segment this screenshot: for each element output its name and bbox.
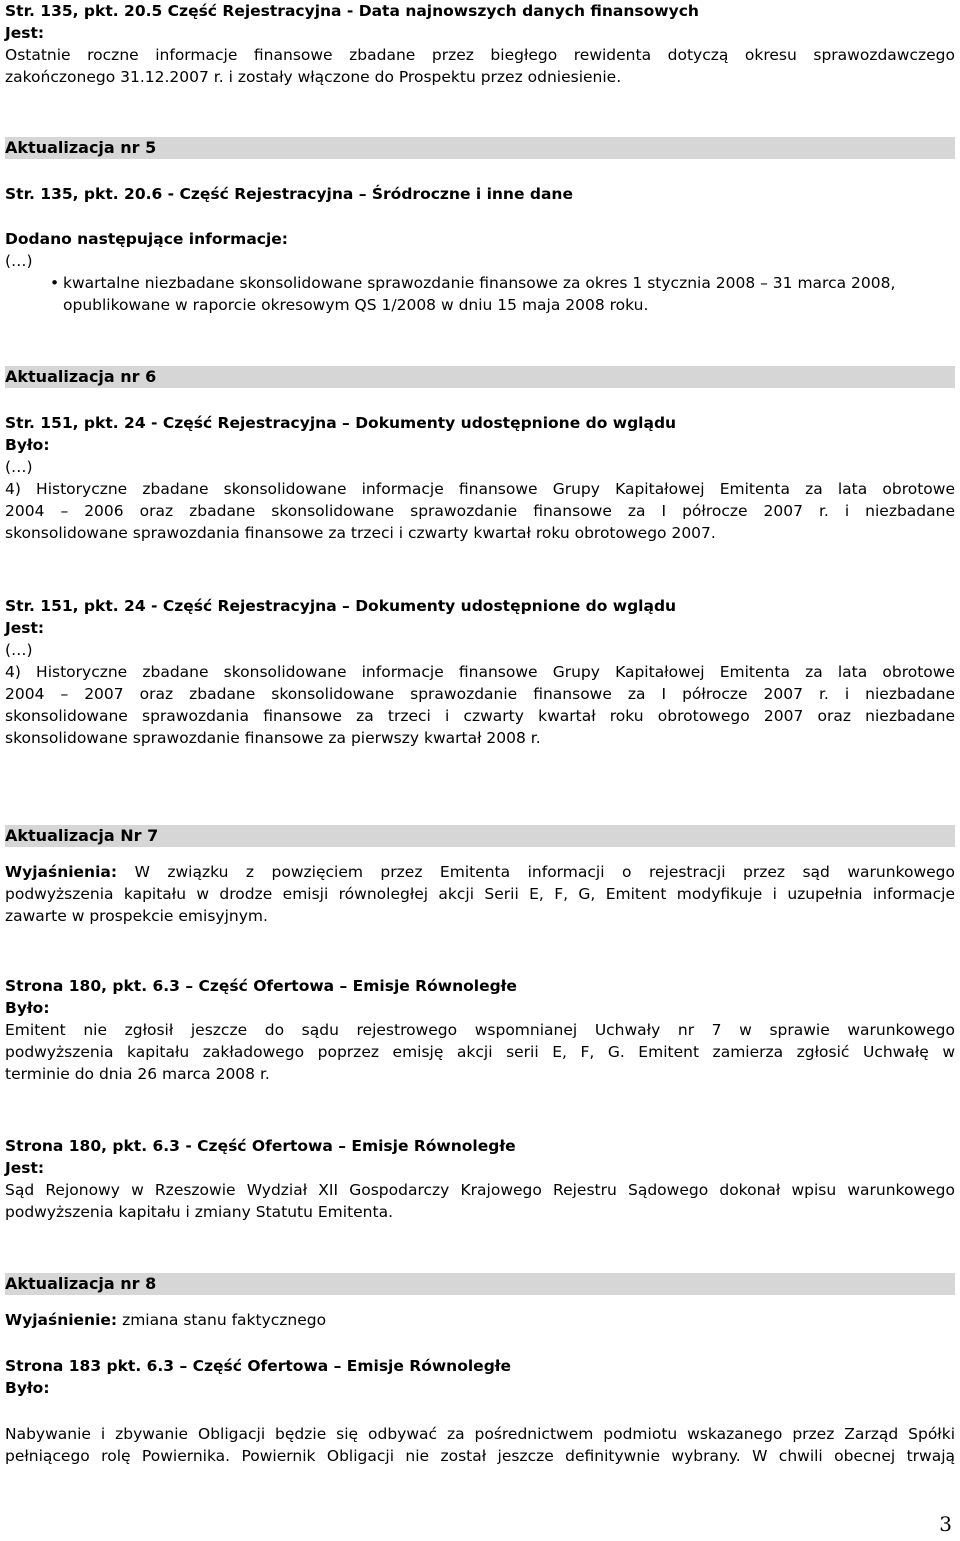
paragraph-line: Sąd Rejonowy w Rzeszowie Wydział XII Gospodarczy Krajowego Rejestru Sądowego dokonał wpisu warunkowego — [5, 1181, 955, 1199]
paragraph-line — [5, 861, 955, 883]
update-bar-5: Aktualizacja nr 5 — [5, 137, 955, 159]
section-heading: Str. 151, pkt. 24 - Część Rejestracyjna – Dokumenty udostępnione do wglądu — [5, 597, 677, 615]
section-heading: Str. 135, pkt. 20.5 Część Rejestracyjna - Data najnowszych danych finansowych — [5, 2, 699, 20]
jest-label: Jest: — [5, 1159, 45, 1177]
ellipsis: (…) — [5, 458, 33, 476]
section-20-5 — [5, 0, 955, 88]
paragraph-line: Nabywanie i zbywanie Obligacji będzie się odbywać za pośrednictwem podmiotu wskazanego przez Zarząd Spółki — [5, 1425, 955, 1443]
bullet-item — [5, 272, 955, 316]
bylo-label: Było: — [5, 1379, 50, 1397]
bylo-label: Było: — [5, 999, 50, 1017]
update-bar-6: Aktualizacja nr 6 — [5, 366, 955, 388]
section-6-3-bylo — [5, 975, 955, 1085]
paragraph-line: zakończonego 31.12.2007 r. i zostały włączone do Prospektu przez odniesienie. — [5, 68, 622, 86]
section-heading: Strona 183 pkt. 6.3 – Część Ofertowa – Emisje Równoległe — [5, 1357, 512, 1375]
explanation-label: Wyjaśnienie: — [5, 1311, 118, 1329]
ellipsis: (…) — [5, 641, 33, 659]
section-183-bylo — [5, 1355, 955, 1467]
explanation-7 — [5, 861, 955, 927]
section-heading: Strona 180, pkt. 6.3 - Część Ofertowa – Emisje Równoległe — [5, 1137, 516, 1155]
page-number: 3 — [939, 1512, 952, 1536]
section-24-bylo — [5, 412, 955, 544]
paragraph-line: 4) Historyczne zbadane skonsolidowane informacje finansowe Grupy Kapitałowej Emitenta za lata obrotowe — [5, 663, 955, 681]
section-heading: Strona 180, pkt. 6.3 – Część Ofertowa – Emisje Równoległe — [5, 977, 517, 995]
update-bar-8: Aktualizacja nr 8 — [5, 1273, 955, 1295]
paragraph-line — [5, 1309, 955, 1331]
bullet-text: opublikowane w raporcie okresowym QS 1/2008 w dniu 15 maja 2008 roku. — [63, 296, 649, 314]
explanation-text: W związku z powzięciem przez Emitenta informacji o rejestracji przez sąd warunkowego — [134, 863, 955, 881]
paragraph-line: 2004 – 2007 oraz zbadane skonsolidowane sprawozdanie finansowe za I półrocze 2007 r. i niezbadane — [5, 685, 955, 703]
explanation-text: zmiana stanu faktycznego — [122, 1311, 327, 1329]
paragraph-line: skonsolidowane sprawozdania finansowe za trzeci i czwarty kwartał roku obrotowego 2007 oraz niezbadane — [5, 707, 955, 725]
paragraph-line: podwyższenia kapitału w drodze emisji równoległej akcji Serii E, F, G, Emitent modyfikuje i uzupełnia informacje — [5, 885, 955, 903]
paragraph-line: podwyższenia kapitału i zmiany Statutu Emitenta. — [5, 1203, 394, 1221]
paragraph-line: terminie do dnia 26 marca 2008 r. — [5, 1065, 270, 1083]
paragraph-line: Emitent nie zgłosił jeszcze do sądu rejestrowego wspomnianej Uchwały nr 7 w sprawie warunkowego — [5, 1021, 955, 1039]
paragraph-line: Ostatnie roczne informacje finansowe zbadane przez biegłego rewidenta dotyczą okresu sprawozdawczego — [5, 46, 955, 64]
paragraph-line: zawarte w prospekcie emisyjnym. — [5, 907, 268, 925]
jest-label: Jest: — [5, 619, 45, 637]
jest-label: Jest: — [5, 24, 45, 42]
explanation-8 — [5, 1309, 955, 1331]
added-label: Dodano następujące informacje: — [5, 230, 288, 248]
paragraph-line: 2004 – 2006 oraz zbadane skonsolidowane sprawozdanie finansowe za I półrocze 2007 r. i niezbadane — [5, 502, 955, 520]
section-24-jest — [5, 595, 955, 749]
bullet-text: kwartalne niezbadane skonsolidowane sprawozdanie finansowe za okres 1 stycznia 2008 – 31 marca 2008, — [63, 274, 896, 292]
paragraph-line: podwyższenia kapitału zakładowego poprzez emisję akcji serii E, F, G. Emitent zamierza zgłosić Uchwałę w — [5, 1043, 955, 1061]
update-bar-7: Aktualizacja Nr 7 — [5, 825, 955, 847]
section-heading: Str. 135, pkt. 20.6 - Część Rejestracyjna – Śródroczne i inne dane — [5, 185, 573, 203]
section-20-6 — [5, 183, 955, 316]
paragraph-line: skonsolidowane sprawozdanie finansowe za pierwszy kwartał 2008 r. — [5, 729, 541, 747]
section-6-3-jest — [5, 1135, 955, 1223]
section-heading: Str. 151, pkt. 24 - Część Rejestracyjna – Dokumenty udostępnione do wglądu — [5, 414, 677, 432]
paragraph-line: skonsolidowane sprawozdania finansowe za trzeci i czwarty kwartał roku obrotowego 2007. — [5, 524, 716, 542]
bullet-icon: • — [50, 274, 60, 292]
bylo-label: Było: — [5, 436, 50, 454]
explanation-label: Wyjaśnienia: — [5, 863, 118, 881]
paragraph-line: 4) Historyczne zbadane skonsolidowane informacje finansowe Grupy Kapitałowej Emitenta za lata obrotowe — [5, 480, 955, 498]
paragraph-line: pełniącego rolę Powiernika. Powiernik Obligacji nie został jeszcze definitywnie wybrany. W chwili obecnej trwają — [5, 1447, 955, 1465]
ellipsis: (…) — [5, 252, 33, 270]
